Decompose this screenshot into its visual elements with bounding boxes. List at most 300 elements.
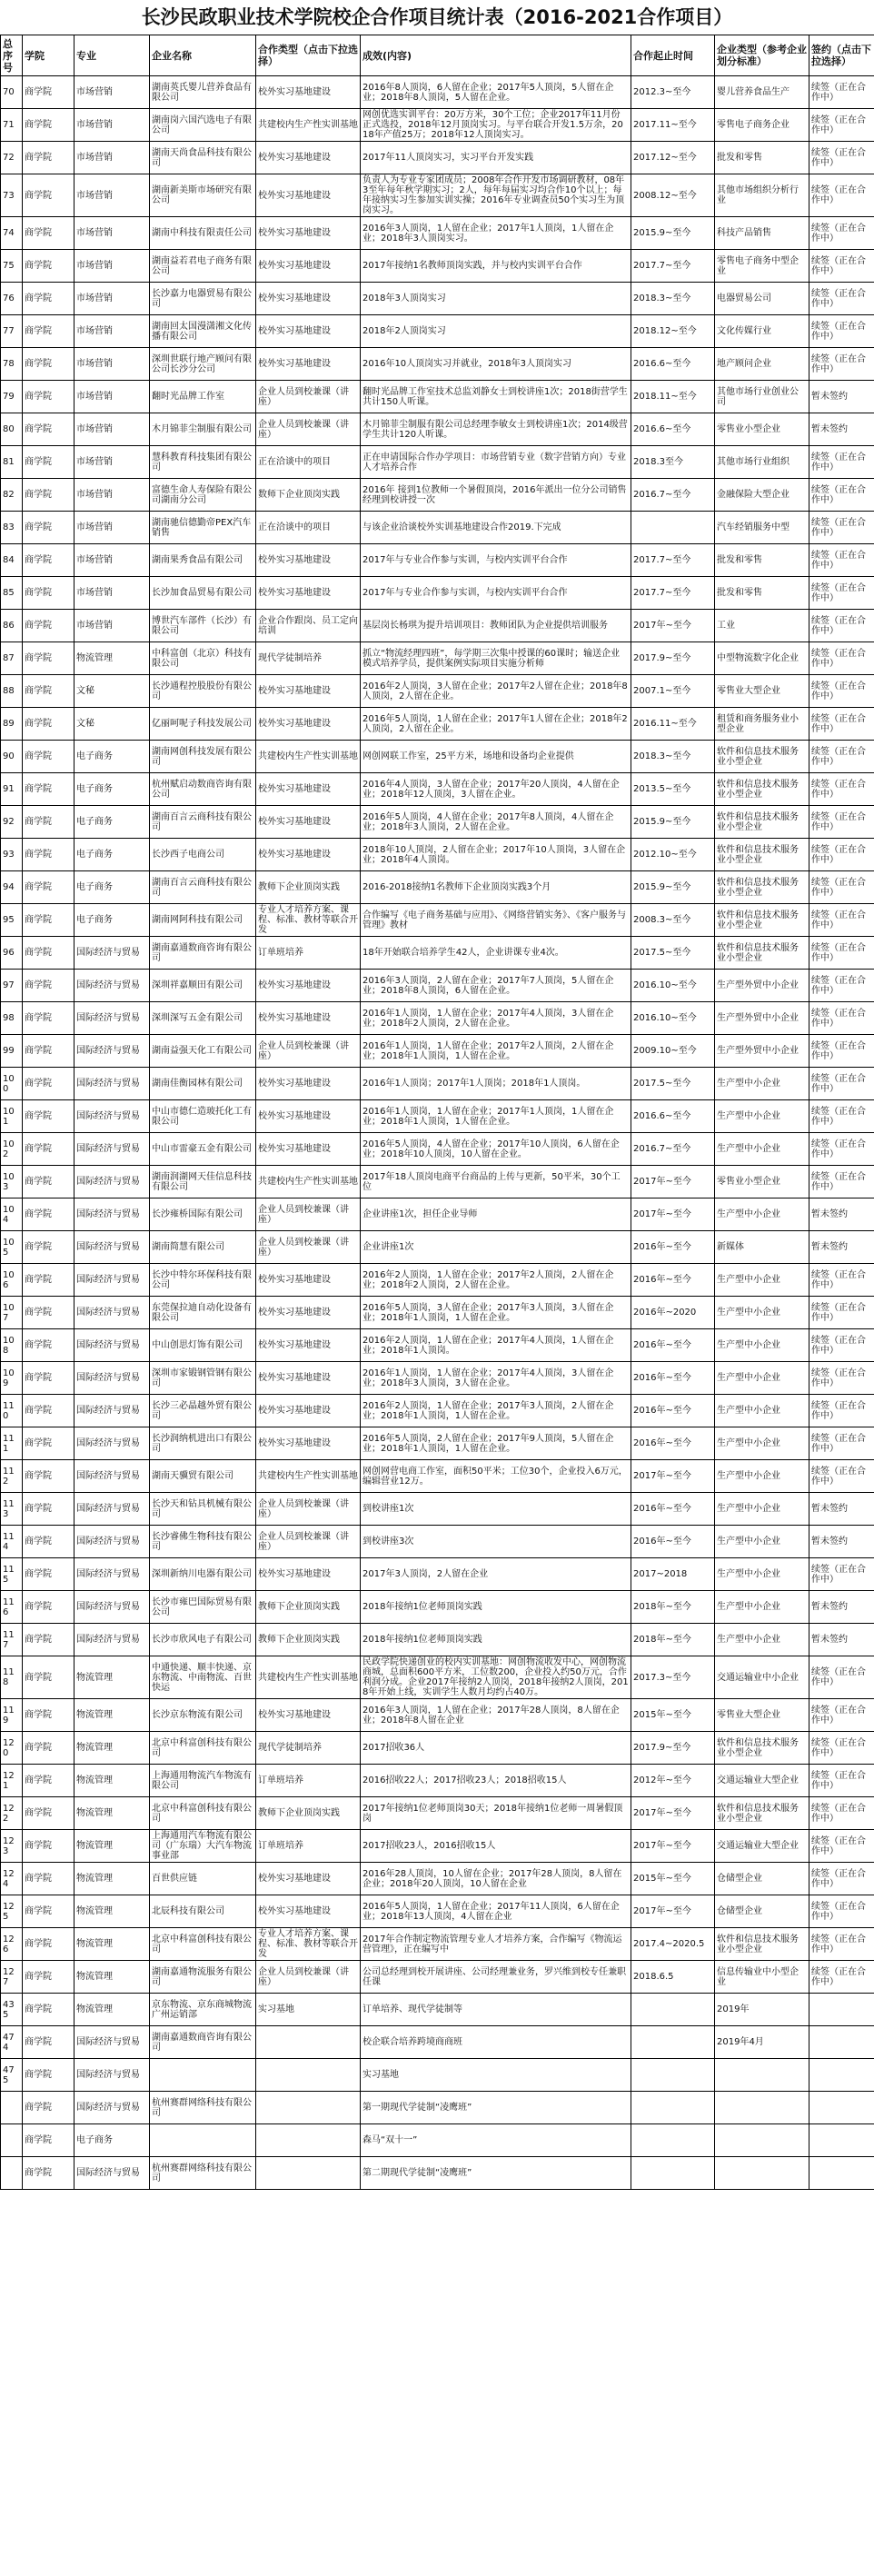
- cell-college: 商学院: [23, 1895, 74, 1928]
- cell-signing[interactable]: 续签（正在合作中）: [809, 142, 874, 174]
- cell-cooperation-type[interactable]: 校外实习基地建设: [256, 1068, 361, 1100]
- cell-signing[interactable]: 续签（正在合作中）: [809, 610, 874, 642]
- cell-cooperation-type[interactable]: 校外实习基地建设: [256, 806, 361, 839]
- cell-signing[interactable]: 续签（正在合作中）: [809, 871, 874, 904]
- cell-cooperation-type[interactable]: 校外实习基地建设: [256, 577, 361, 610]
- cell-index: 90: [1, 741, 23, 773]
- cell-signing[interactable]: 续签（正在合作中）: [809, 109, 874, 142]
- cell-cooperation-type[interactable]: 现代学徒制培养: [256, 1732, 361, 1765]
- cell-signing[interactable]: 续签（正在合作中）: [809, 577, 874, 610]
- cell-outcome: 合作编写《电子商务基础与应用》、《网络营销实务》、《客户服务与管理》教材: [361, 904, 631, 937]
- cell-company-type: 软件和信息技术服务业小型企业: [715, 773, 809, 806]
- cell-cooperation-type[interactable]: 企业人员到校兼课（讲座）: [256, 1231, 361, 1264]
- cell-index: 74: [1, 217, 23, 250]
- cell-cooperation-type[interactable]: 企业人员到校兼课（讲座）: [256, 413, 361, 446]
- cell-signing[interactable]: 续签（正在合作中）: [809, 1133, 874, 1166]
- cell-major: 电子商务: [74, 904, 150, 937]
- cell-index: 115: [1, 1558, 23, 1591]
- cell-outcome: 民政学院快递创业的校内实训基地：网创物流收发中心，网创物流商城，总面积600平方米，工位数200，企业投入约50万元，合作利润分成。企业2017年接纳2人顶岗，2018年接纳2人顶岗，2018年开始上线，实训学生人数月均约占40万。: [361, 1656, 631, 1699]
- cell-signing[interactable]: 续签（正在合作中）: [809, 839, 874, 871]
- cell-company: 湖南润湖网天佳信息科技有限公司: [150, 1166, 256, 1198]
- cell-outcome: 2016年2人顶岗，1人留在企业；2017年2人顶岗，2人留在企业；2018年2人顶岗，2人留在企业。: [361, 1264, 631, 1297]
- cell-cooperation-type[interactable]: 教师下企业顶岗实践: [256, 1591, 361, 1624]
- cell-signing[interactable]: 续签（正在合作中）: [809, 1035, 874, 1068]
- cell-outcome: 2017年与专业合作参与实训，与校内实训平台合作: [361, 577, 631, 610]
- cell-outcome: 校企联合培养跨境商商班: [361, 2026, 631, 2059]
- cell-period: 2018年~至今: [631, 1591, 715, 1624]
- cell-cooperation-type[interactable]: 校外实习基地建设: [256, 1100, 361, 1133]
- cell-cooperation-type[interactable]: [256, 2124, 361, 2157]
- cell-signing[interactable]: 暂未签约: [809, 1624, 874, 1656]
- cell-outcome: 网创优选实训平台：20万方米，30个工位；企业2017年11月份正式选投，2018年12月顶岗实习。与平台联合开发1.5万余，2018年产值25万；2018年12人顶岗实习。: [361, 109, 631, 142]
- cell-cooperation-type[interactable]: 校外实习基地建设: [256, 1427, 361, 1460]
- cell-college: 商学院: [23, 348, 74, 381]
- cell-college: 商学院: [23, 1961, 74, 1994]
- cell-college: 商学院: [23, 1591, 74, 1624]
- cell-index: 120: [1, 1732, 23, 1765]
- cell-signing[interactable]: 暂未签约: [809, 381, 874, 413]
- cell-major: 电子商务: [74, 839, 150, 871]
- cell-index: 105: [1, 1231, 23, 1264]
- cell-company: 湖南嘉通数商咨询有限公司: [150, 937, 256, 970]
- cell-company-type: 科技产品销售: [715, 217, 809, 250]
- cell-period: 2017年~至今: [631, 1166, 715, 1198]
- cell-period: 2017.5~至今: [631, 1068, 715, 1100]
- cell-cooperation-type[interactable]: 共建校内生产性实训基地: [256, 1460, 361, 1493]
- cell-major: 国际经济与贸易: [74, 2092, 150, 2124]
- cell-company-type: [715, 2092, 809, 2124]
- cell-cooperation-type[interactable]: 订单班培养: [256, 1765, 361, 1797]
- cell-major: 国际经济与贸易: [74, 1133, 150, 1166]
- cell-company-type: 中型物流数字化企业: [715, 642, 809, 675]
- table-row: [1, 1863, 874, 1895]
- cell-signing[interactable]: 续签（正在合作中）: [809, 1732, 874, 1765]
- cell-period: 2007.1~至今: [631, 675, 715, 708]
- cell-company-type: [715, 2124, 809, 2157]
- table-header-row: [1, 35, 874, 76]
- cell-signing[interactable]: 续签（正在合作中）: [809, 970, 874, 1002]
- cell-company-type: 零售业大型企业: [715, 1699, 809, 1732]
- cell-signing[interactable]: 暂未签约: [809, 1493, 874, 1526]
- cell-company-type: 生产型中小企业: [715, 1427, 809, 1460]
- cell-index: [1, 2157, 23, 2190]
- cell-company: 湖南嘉通物流服务有限公司: [150, 1961, 256, 1994]
- table-row: [1, 348, 874, 381]
- cell-outcome: 基层岗长杨琪为提升培训项目：教师团队为企业提供培训服务: [361, 610, 631, 642]
- cell-cooperation-type[interactable]: 校外实习基地建设: [256, 315, 361, 348]
- cell-company: 湖南佳衡园林有限公司: [150, 1068, 256, 1100]
- cell-cooperation-type[interactable]: 正在洽谈中的项目: [256, 446, 361, 479]
- cell-signing[interactable]: 续签（正在合作中）: [809, 1895, 874, 1928]
- cell-index: 76: [1, 283, 23, 315]
- cell-major: 市场营销: [74, 544, 150, 577]
- cell-major: 国际经济与贸易: [74, 1297, 150, 1329]
- cell-college: 商学院: [23, 708, 74, 741]
- cell-company: 湖南网创科技发展有限公司: [150, 741, 256, 773]
- cell-index: 125: [1, 1895, 23, 1928]
- cell-cooperation-type[interactable]: 校外实习基地建设: [256, 1395, 361, 1427]
- cell-signing[interactable]: [809, 2059, 874, 2092]
- cell-outcome: 2017招收36人: [361, 1732, 631, 1765]
- cell-period: [631, 2026, 715, 2059]
- cell-major: 市场营销: [74, 610, 150, 642]
- cell-signing[interactable]: 续签（正在合作中）: [809, 1961, 874, 1994]
- cell-company: 深圳深写五金有限公司: [150, 1002, 256, 1035]
- cell-college: 商学院: [23, 446, 74, 479]
- cell-cooperation-type[interactable]: 教师下企业顶岗实践: [256, 871, 361, 904]
- cell-cooperation-type[interactable]: 订单班培养: [256, 937, 361, 970]
- cell-college: 商学院: [23, 512, 74, 544]
- cell-signing[interactable]: 续签（正在合作中）: [809, 1297, 874, 1329]
- cell-signing[interactable]: [809, 1994, 874, 2026]
- cell-company: 湖南嘉通数商咨询有限公司: [150, 2026, 256, 2059]
- cell-company-type: 信息传输业中小型企业: [715, 1961, 809, 1994]
- cell-major: 市场营销: [74, 174, 150, 217]
- cell-cooperation-type[interactable]: 教师下企业顶岗实践: [256, 1797, 361, 1830]
- cell-company: [150, 2059, 256, 2092]
- cell-cooperation-type[interactable]: 校外实习基地建设: [256, 1133, 361, 1166]
- cell-signing[interactable]: 续签（正在合作中）: [809, 217, 874, 250]
- table-row: [1, 1591, 874, 1624]
- cell-college: 商学院: [23, 2092, 74, 2124]
- cell-outcome: 2016年28人顶岗，10人留在企业；2017年28人顶岗，8人留在企业；2018年20人顶岗，10人留在企业: [361, 1863, 631, 1895]
- cell-signing[interactable]: 暂未签约: [809, 1231, 874, 1264]
- cell-company: 湖南岗六国汽选电子有限公司: [150, 109, 256, 142]
- table-row: [1, 413, 874, 446]
- cell-signing[interactable]: 续签（正在合作中）: [809, 479, 874, 512]
- cell-cooperation-type[interactable]: 校外实习基地建设: [256, 544, 361, 577]
- cell-cooperation-type[interactable]: [256, 2059, 361, 2092]
- cell-major: 物流管理: [74, 642, 150, 675]
- cell-company-type: 生产型中小企业: [715, 1395, 809, 1427]
- cell-company-type: 软件和信息技术服务业小型企业: [715, 839, 809, 871]
- cell-signing[interactable]: 续签（正在合作中）: [809, 741, 874, 773]
- cell-company: 湖南百言云商科技有限公司: [150, 806, 256, 839]
- cell-company-type: 批发和零售: [715, 142, 809, 174]
- cell-cooperation-type[interactable]: 校外实习基地建设: [256, 1699, 361, 1732]
- table-row: [1, 1732, 874, 1765]
- cell-cooperation-type[interactable]: 数师下企业顶岗实践: [256, 479, 361, 512]
- cell-cooperation-type[interactable]: 校外实习基地建设: [256, 1329, 361, 1362]
- cell-college: 商学院: [23, 1830, 74, 1863]
- cell-signing[interactable]: 续签（正在合作中）: [809, 642, 874, 675]
- cell-cooperation-type[interactable]: 共建校内生产性实训基地: [256, 1656, 361, 1699]
- cell-cooperation-type[interactable]: 校外实习基地建设: [256, 1297, 361, 1329]
- table-row: [1, 2092, 874, 2124]
- cell-outcome: 企业讲座1次: [361, 1231, 631, 1264]
- cell-signing[interactable]: 续签（正在合作中）: [809, 174, 874, 217]
- cell-cooperation-type[interactable]: [256, 2157, 361, 2190]
- table-row: [1, 904, 874, 937]
- cell-signing[interactable]: 续签（正在合作中）: [809, 1830, 874, 1863]
- cell-period: 2017.12~至今: [631, 142, 715, 174]
- cell-cooperation-type[interactable]: 企业人员到校兼课（讲座）: [256, 1198, 361, 1231]
- cell-cooperation-type[interactable]: 共建校内生产性实训基地: [256, 109, 361, 142]
- cell-college: 商学院: [23, 937, 74, 970]
- cell-period: 2016年~2020: [631, 1297, 715, 1329]
- cell-signing[interactable]: [809, 2124, 874, 2157]
- table-row: [1, 2124, 874, 2157]
- cell-index: 110: [1, 1395, 23, 1427]
- cell-cooperation-type[interactable]: 共建校内生产性实训基地: [256, 741, 361, 773]
- table-row: [1, 217, 874, 250]
- cell-period: 2012.10~至今: [631, 839, 715, 871]
- cell-cooperation-type[interactable]: 教师下企业顶岗实践: [256, 1624, 361, 1656]
- cell-company: 长沙市雍巴国际贸易有限公司: [150, 1591, 256, 1624]
- cell-signing[interactable]: 续签（正在合作中）: [809, 1558, 874, 1591]
- cell-period: 2016.11~至今: [631, 708, 715, 741]
- cell-cooperation-type[interactable]: 企业人员到校兼课（讲座）: [256, 1526, 361, 1558]
- cell-college: 商学院: [23, 642, 74, 675]
- cell-signing[interactable]: 续签（正在合作中）: [809, 1264, 874, 1297]
- cell-outcome: 2016年3人顶岗，1人留在企业；2017年28人顶岗，8人留在企业；2018年8人留在企业: [361, 1699, 631, 1732]
- cell-cooperation-type[interactable]: 校外实习基地建设: [256, 250, 361, 283]
- cell-outcome: 第一期现代学徒制“凌鹰班”: [361, 2092, 631, 2124]
- cell-signing[interactable]: [809, 2026, 874, 2059]
- cell-college: 商学院: [23, 1427, 74, 1460]
- cell-index: 91: [1, 773, 23, 806]
- cell-cooperation-type[interactable]: 专业人才培养方案、课程、标准、教材等联合开发: [256, 1928, 361, 1961]
- cell-college: 商学院: [23, 1624, 74, 1656]
- cell-index: 117: [1, 1624, 23, 1656]
- cell-cooperation-type[interactable]: 订单班培养: [256, 1830, 361, 1863]
- table-body: [1, 76, 874, 2190]
- cell-company-type: 2019年: [715, 1994, 809, 2026]
- cell-index: 81: [1, 446, 23, 479]
- cell-outcome: 2016年1人顶岗；2017年1人顶岗；2018年1人顶岗。: [361, 1068, 631, 1100]
- cell-signing[interactable]: 续签（正在合作中）: [809, 708, 874, 741]
- cell-company-type: 生产型外贸中小企业: [715, 1002, 809, 1035]
- cell-signing[interactable]: 续签（正在合作中）: [809, 1427, 874, 1460]
- cell-signing[interactable]: 续签（正在合作中）: [809, 1699, 874, 1732]
- cell-signing[interactable]: 续签（正在合作中）: [809, 1002, 874, 1035]
- cell-signing[interactable]: 续签（正在合作中）: [809, 446, 874, 479]
- cell-outcome: 2018年接纳1位老师顶岗实践: [361, 1624, 631, 1656]
- cell-index: 114: [1, 1526, 23, 1558]
- cell-signing[interactable]: 续签（正在合作中）: [809, 1100, 874, 1133]
- cell-major: 国际经济与贸易: [74, 1002, 150, 1035]
- cell-company-type: 生产型中小企业: [715, 1297, 809, 1329]
- cell-cooperation-type[interactable]: 校外实习基地建设: [256, 1362, 361, 1395]
- cell-company-type: 生产型中小企业: [715, 1068, 809, 1100]
- cell-outcome: 2016-2018接纳1名教师下企业顶岗实践3个月: [361, 871, 631, 904]
- cell-period: 2016.6~至今: [631, 348, 715, 381]
- cell-cooperation-type[interactable]: 校外实习基地建设: [256, 348, 361, 381]
- cell-period: [631, 512, 715, 544]
- cell-outcome: 2016年5人顶岗，3人留在企业；2017年3人顶岗，3人留在企业；2018年1人顶岗，1人留在企业。: [361, 1297, 631, 1329]
- cell-signing[interactable]: 续签（正在合作中）: [809, 904, 874, 937]
- cell-college: 商学院: [23, 381, 74, 413]
- cell-college: 商学院: [23, 1994, 74, 2026]
- table-row: [1, 512, 874, 544]
- cell-cooperation-type[interactable]: 校外实习基地建设: [256, 773, 361, 806]
- cell-cooperation-type[interactable]: 企业人员到校兼课（讲座）: [256, 1035, 361, 1068]
- cell-index: 72: [1, 142, 23, 174]
- cell-major: 文秘: [74, 708, 150, 741]
- cell-company-type: 2019年4月: [715, 2026, 809, 2059]
- cell-company: 上海通用汽车物流有限公司（广东瑞）大汽车物流事业部: [150, 1830, 256, 1863]
- cell-major: 电子商务: [74, 2124, 150, 2157]
- cell-cooperation-type[interactable]: 校外实习基地建设: [256, 1863, 361, 1895]
- cell-cooperation-type[interactable]: 校外实习基地建设: [256, 1002, 361, 1035]
- cell-college: 商学院: [23, 610, 74, 642]
- cell-signing[interactable]: 续签（正在合作中）: [809, 1068, 874, 1100]
- cell-major: 国际经济与贸易: [74, 1231, 150, 1264]
- cell-cooperation-type[interactable]: 企业人员到校兼课（讲座）: [256, 1493, 361, 1526]
- table-row: [1, 1460, 874, 1493]
- cell-college: 商学院: [23, 413, 74, 446]
- cell-college: 商学院: [23, 904, 74, 937]
- cell-signing[interactable]: 续签（正在合作中）: [809, 1656, 874, 1699]
- cell-major: 国际经济与贸易: [74, 1624, 150, 1656]
- cell-company: 杭州赛群网络科技有限公司: [150, 2157, 256, 2190]
- cell-signing[interactable]: 续签（正在合作中）: [809, 1329, 874, 1362]
- cell-index: 98: [1, 1002, 23, 1035]
- cell-signing[interactable]: 续签（正在合作中）: [809, 315, 874, 348]
- cell-cooperation-type[interactable]: [256, 2092, 361, 2124]
- cell-index: 103: [1, 1166, 23, 1198]
- cell-signing[interactable]: 续签（正在合作中）: [809, 937, 874, 970]
- cell-signing[interactable]: [809, 2092, 874, 2124]
- header-college: 学院: [23, 35, 74, 76]
- cell-major: 国际经济与贸易: [74, 1329, 150, 1362]
- cell-signing[interactable]: 续签（正在合作中）: [809, 1362, 874, 1395]
- cell-signing[interactable]: 续签（正在合作中）: [809, 348, 874, 381]
- cell-cooperation-type[interactable]: 企业人员到校兼课（讲座）: [256, 1961, 361, 1994]
- cell-cooperation-type[interactable]: 校外实习基地建设: [256, 970, 361, 1002]
- cell-signing[interactable]: 续签（正在合作中）: [809, 283, 874, 315]
- cell-cooperation-type[interactable]: 校外实习基地建设: [256, 1558, 361, 1591]
- cell-company-type: 金融保险大型企业: [715, 479, 809, 512]
- table-row: [1, 1961, 874, 1994]
- cell-period: [631, 2124, 715, 2157]
- cell-outcome: 18年开始联合培养学生42人，企业讲课专业4次。: [361, 937, 631, 970]
- cell-college: 商学院: [23, 1656, 74, 1699]
- cell-college: 商学院: [23, 741, 74, 773]
- cell-college: 商学院: [23, 1928, 74, 1961]
- cell-cooperation-type[interactable]: 校外实习基地建设: [256, 217, 361, 250]
- cell-index: 126: [1, 1928, 23, 1961]
- cell-major: 国际经济与贸易: [74, 937, 150, 970]
- cell-signing[interactable]: 续签（正在合作中）: [809, 1395, 874, 1427]
- cell-outcome: 2016年5人顶岗，1人留在企业；2017年11人顶岗，6人留在企业；2018年13人顶岗，4人留在企业: [361, 1895, 631, 1928]
- cell-index: 106: [1, 1264, 23, 1297]
- cell-cooperation-type[interactable]: 校外实习基地建设: [256, 283, 361, 315]
- table-row: [1, 1558, 874, 1591]
- cell-signing[interactable]: 续签（正在合作中）: [809, 1765, 874, 1797]
- cell-signing[interactable]: 续签（正在合作中）: [809, 806, 874, 839]
- cell-signing[interactable]: 续签（正在合作中）: [809, 1460, 874, 1493]
- cell-cooperation-type[interactable]: [256, 2026, 361, 2059]
- cell-cooperation-type[interactable]: 共建校内生产性实训基地: [256, 1166, 361, 1198]
- cell-cooperation-type[interactable]: 专业人才培养方案、课程、标准、教材等联合开发: [256, 904, 361, 937]
- cell-major: 市场营销: [74, 217, 150, 250]
- cell-signing[interactable]: 续签（正在合作中）: [809, 1928, 874, 1961]
- cell-outcome: 2017年18人顶岗电商平台商品的上传与更新，50平米，30个工位: [361, 1166, 631, 1198]
- cell-outcome: 2018年接纳1位老师顶岗实践: [361, 1591, 631, 1624]
- cell-signing[interactable]: 暂未签约: [809, 1591, 874, 1624]
- cell-company-type: 生产型中小企业: [715, 1329, 809, 1362]
- cell-signing[interactable]: 暂未签约: [809, 413, 874, 446]
- cell-index: 107: [1, 1297, 23, 1329]
- cell-cooperation-type[interactable]: 校外实习基地建设: [256, 174, 361, 217]
- cell-major: 物流管理: [74, 1994, 150, 2026]
- table-row: [1, 1231, 874, 1264]
- cell-cooperation-type[interactable]: 企业合作跟岗、员工定向培训: [256, 610, 361, 642]
- cell-major: 国际经济与贸易: [74, 1035, 150, 1068]
- cell-cooperation-type[interactable]: 校外实习基地建设: [256, 142, 361, 174]
- cell-major: 市场营销: [74, 479, 150, 512]
- cell-cooperation-type[interactable]: 校外实习基地建设: [256, 1264, 361, 1297]
- cell-signing[interactable]: 续签（正在合作中）: [809, 1797, 874, 1830]
- header-signing: 签约（点击下拉选择）: [809, 35, 874, 76]
- cell-signing[interactable]: 续签（正在合作中）: [809, 1863, 874, 1895]
- cell-major: 市场营销: [74, 446, 150, 479]
- cell-company: 中山市德仁造玻托化工有限公司: [150, 1100, 256, 1133]
- cell-signing[interactable]: 暂未签约: [809, 1198, 874, 1231]
- cell-signing[interactable]: 续签（正在合作中）: [809, 1166, 874, 1198]
- cell-index: 88: [1, 675, 23, 708]
- cell-period: 2017.4~2020.5: [631, 1928, 715, 1961]
- table-row: [1, 741, 874, 773]
- table-row: [1, 544, 874, 577]
- cell-college: 商学院: [23, 315, 74, 348]
- cell-cooperation-type[interactable]: 校外实习基地建设: [256, 839, 361, 871]
- cell-cooperation-type[interactable]: 正在洽谈中的项目: [256, 512, 361, 544]
- cell-signing[interactable]: 续签（正在合作中）: [809, 773, 874, 806]
- cell-company-type: 生产型中小企业: [715, 1591, 809, 1624]
- cell-period: 2015.9~至今: [631, 217, 715, 250]
- cell-index: [1, 2092, 23, 2124]
- cell-cooperation-type[interactable]: 校外实习基地建设: [256, 708, 361, 741]
- cell-index: 99: [1, 1035, 23, 1068]
- table-row: [1, 1395, 874, 1427]
- cell-period: 2016年~至今: [631, 1526, 715, 1558]
- cell-company-type: 生产型外贸中小企业: [715, 970, 809, 1002]
- cell-major: 国际经济与贸易: [74, 970, 150, 1002]
- cell-outcome: 2016年3人顶岗，2人留在企业；2017年7人顶岗，5人留在企业；2018年8人顶岗，6人留在企业。: [361, 970, 631, 1002]
- cell-major: 国际经济与贸易: [74, 1198, 150, 1231]
- cell-cooperation-type[interactable]: 校外实习基地建设: [256, 76, 361, 109]
- cell-company-type: 软件和信息技术服务业小型企业: [715, 1797, 809, 1830]
- cell-signing[interactable]: [809, 2157, 874, 2190]
- cell-signing[interactable]: 续签（正在合作中）: [809, 250, 874, 283]
- cell-signing[interactable]: 暂未签约: [809, 1526, 874, 1558]
- cell-signing[interactable]: 续签（正在合作中）: [809, 675, 874, 708]
- cell-signing[interactable]: 续签（正在合作中）: [809, 544, 874, 577]
- cell-cooperation-type[interactable]: 实习基地: [256, 1994, 361, 2026]
- cell-major: 国际经济与贸易: [74, 2059, 150, 2092]
- cell-signing[interactable]: 续签（正在合作中）: [809, 76, 874, 109]
- cell-company-type: 生产型中小企业: [715, 1493, 809, 1526]
- cell-cooperation-type[interactable]: 校外实习基地建设: [256, 675, 361, 708]
- cell-company: 长沙雍桥国际有限公司: [150, 1198, 256, 1231]
- header-company: 企业名称: [150, 35, 256, 76]
- table-row: [1, 1493, 874, 1526]
- table-row: [1, 1656, 874, 1699]
- cell-index: 109: [1, 1362, 23, 1395]
- cell-signing[interactable]: 续签（正在合作中）: [809, 512, 874, 544]
- cell-cooperation-type[interactable]: 企业人员到校兼课（讲座）: [256, 381, 361, 413]
- project-table: [0, 35, 874, 2190]
- cell-cooperation-type[interactable]: 现代学徒制培养: [256, 642, 361, 675]
- table-row: [1, 446, 874, 479]
- cell-period: 2008.12~至今: [631, 174, 715, 217]
- cell-cooperation-type[interactable]: 校外实习基地建设: [256, 1895, 361, 1928]
- cell-outcome: 网创网联工作室，25平方米，场地和设备均企业提供: [361, 741, 631, 773]
- cell-company: 长沙西子电商公司: [150, 839, 256, 871]
- table-row: [1, 2157, 874, 2190]
